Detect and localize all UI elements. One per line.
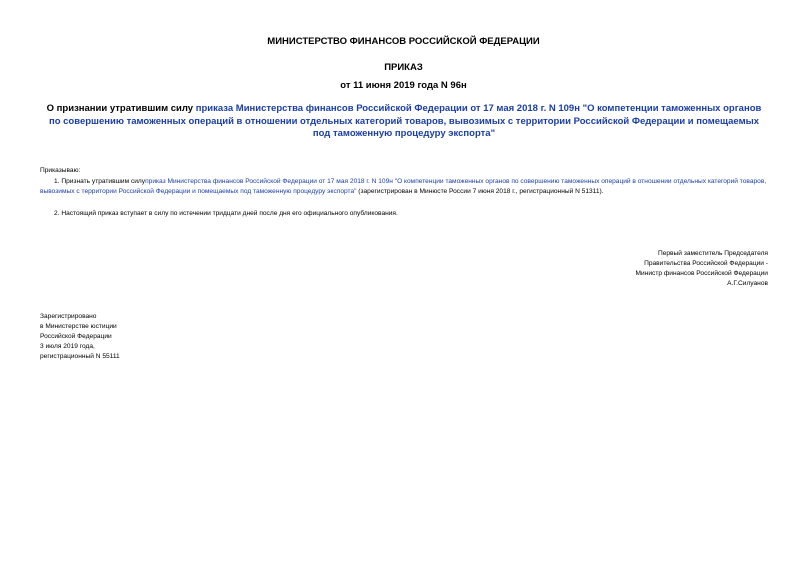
signature-line-3: Министр финансов Российской Федерации — [635, 270, 768, 277]
order-title-prefix: О признании утратившим силу — [46, 103, 196, 114]
ministry-heading: МИНИСТЕРСТВО ФИНАНСОВ РОССИЙСКОЙ ФЕДЕРАЦИИ — [267, 36, 540, 47]
order-item-1-prefix: 1. Признать утратившим силу — [54, 178, 146, 185]
registration-line-5: регистрационный N 55111 — [40, 353, 120, 360]
registration-line-2: в Министерстве юстиции — [40, 323, 117, 330]
signature-block — [636, 249, 768, 289]
registration-line-1: Зарегистрировано — [40, 313, 97, 320]
order-title — [40, 103, 768, 141]
signature-line-2: Правительства Российской Федерации - — [644, 260, 768, 267]
order-item-1-suffix: (зарегистрирован в Минюсте России 7 июня 2018 г., регистрационный N 51311). — [356, 188, 604, 195]
order-type-heading: ПРИКАЗ — [384, 62, 423, 73]
order-item-1 — [40, 177, 768, 197]
registration-block — [40, 312, 120, 362]
signature-name: А.Г.Силуанов — [727, 280, 768, 287]
registration-line-4: 3 июля 2019 года, — [40, 343, 95, 350]
order-item-2: 2. Настоящий приказ вступает в силу по истечении тридцати дней после дня его официального опубликования. — [54, 210, 398, 217]
signature-line-1: Первый заместитель Председателя — [657, 250, 768, 257]
order-intro: Приказываю: — [40, 167, 81, 174]
order-item-1-link[interactable]: приказ Министерства финансов Российской Федерации от 17 мая 2018 г. N 109н "О компетенции таможенных органов по совершению таможенных операций в отношении отдельных категорий товаров, вывозимых с территории Российской Федерации и помещаемых под таможенную процедуру экспорта" — [40, 178, 767, 195]
order-title-link[interactable]: приказа Министерства финансов Российской Федерации от 17 мая 2018 г. N 109н "О компетенции таможенных органов по совершению таможенных операций в отношении отдельных категорий товаров, вывозимых с территории Российской Федерации и помещаемых под таможенную процедуру экспорта" — [48, 103, 762, 139]
order-date-heading: от 11 июня 2019 года N 96н — [340, 80, 467, 91]
registration-line-3: Российской Федерации — [40, 333, 112, 340]
